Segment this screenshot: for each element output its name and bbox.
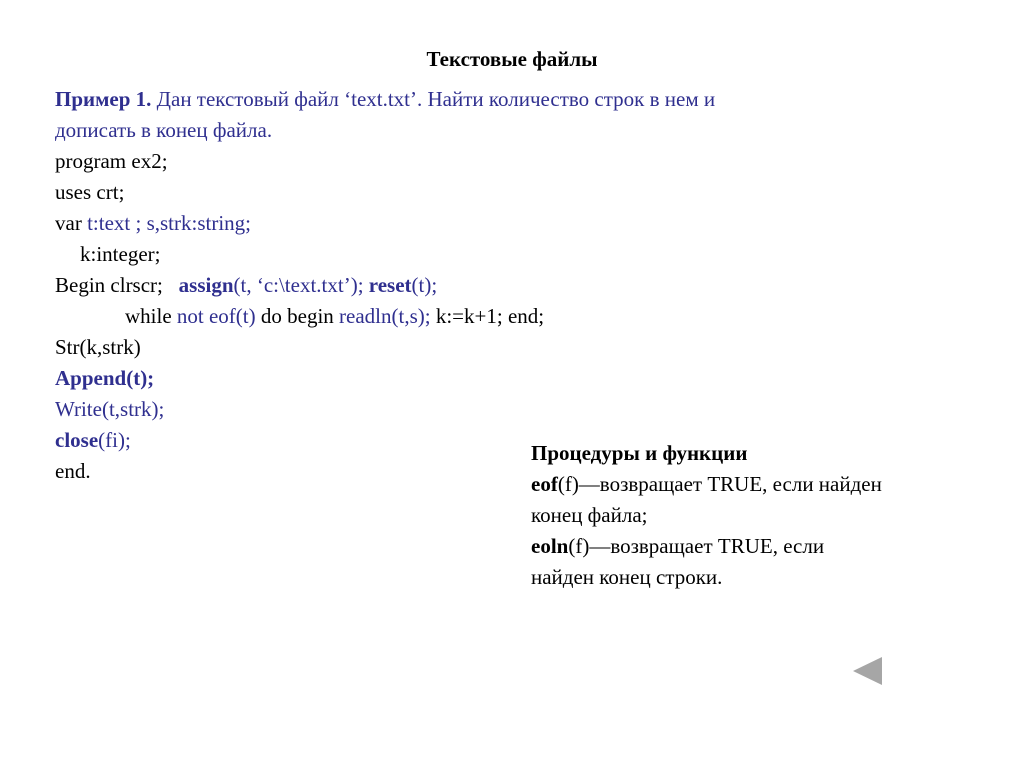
example-text-2: дописать в конец файла.	[55, 118, 273, 142]
back-button[interactable]	[851, 655, 883, 687]
eoln-desc-2: найден конец строки.	[531, 565, 723, 589]
code-line-write: Write(t,strk);	[55, 397, 165, 421]
eof-name: eof	[531, 472, 558, 496]
code-assign-args: (t, ‘c:\text.txt’);	[233, 273, 369, 297]
code-line-append: Append(t);	[55, 366, 155, 390]
code-line-integer: k:integer;	[80, 242, 161, 266]
eof-desc-2: конец файла;	[531, 503, 648, 527]
example-block	[55, 84, 895, 487]
code-readln: readln(t,s);	[339, 304, 431, 328]
code-reset-args: (t);	[411, 273, 438, 297]
code-close-args: (fi);	[98, 428, 131, 452]
page-title: Текстовые файлы	[426, 47, 598, 71]
code-loop-rest: k:=k+1; end;	[430, 304, 545, 328]
code-while-cond: not eof(t)	[176, 304, 256, 328]
procedures-panel	[531, 438, 981, 593]
eof-line	[531, 469, 981, 500]
code-reset: reset	[368, 273, 412, 297]
code-line-uses: uses crt;	[55, 180, 125, 204]
code-while: while	[125, 304, 177, 328]
eoln-desc-1: (f)—возвращает TRUE, если	[568, 534, 825, 558]
code-line-end: end.	[55, 459, 91, 483]
code-line-begin	[55, 270, 895, 301]
code-close: close	[55, 428, 99, 452]
procedures-heading: Процедуры и функции	[531, 441, 748, 465]
code-var-keyword: var	[55, 211, 88, 235]
code-line-while	[55, 301, 895, 332]
code-do-begin: do begin	[255, 304, 340, 328]
example-label: Пример 1.	[55, 87, 152, 111]
code-begin: Begin clrscr;	[55, 273, 179, 297]
code-var-decl: t:text ; s,strk:string;	[87, 211, 251, 235]
code-line-program: program ex2;	[55, 149, 168, 173]
eoln-name: eoln	[531, 534, 569, 558]
example-text-1: Дан текстовый файл ‘text.txt’. Найти количество строк в нем и	[151, 87, 716, 111]
code-line-str: Str(k,strk)	[55, 335, 141, 359]
eof-desc-1: (f)—возвращает TRUE, если найден	[557, 472, 882, 496]
triangle-left-icon	[851, 655, 883, 687]
code-line-var	[55, 208, 895, 239]
example-line-1	[55, 84, 895, 115]
code-assign: assign	[178, 273, 234, 297]
eoln-line	[531, 531, 981, 562]
